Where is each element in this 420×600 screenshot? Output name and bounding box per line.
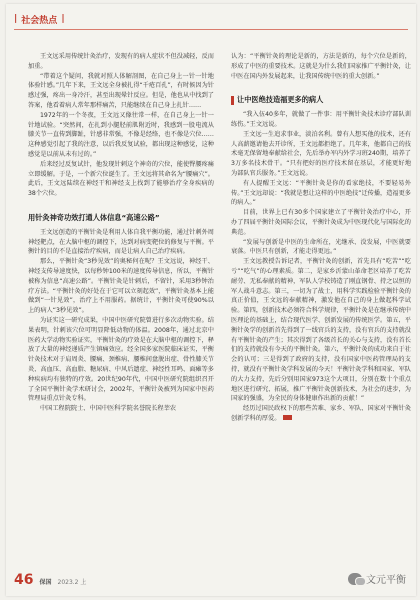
header-rule	[14, 29, 408, 30]
watermark	[348, 571, 406, 586]
page-footer	[14, 572, 86, 588]
issue-label: 2023.2 上	[57, 579, 87, 586]
paragraph: 王文远教授告诉记者，平衡针灸的创新，首先具有“吃苦”“吃亏”“吃气”的心理素质。第二，是家乡沂蒙山革命老区培养了吃苦耐劳、无私奉献的精神，军队人学校铸造了刚直钢骨、持之以恒的军人战斗意志。第三，一切为了战士，用科学实践检验平衡针灸的真正价值，王文远的奉献精神，激发他在自己的身上做起科学试验。第四，创新技术必须符合科学规律，平衡针灸是在继承传统中医理论的基础上，结合现代医学、创新发展的传统医学。第五，平衡针灸学的创新首先得到了一线官兵的支持，没有官兵的支持就没有平衡针灸的产生；其次得到了各级首长的关心与支持，没有首长们的支持就没有今天的平衡针灸。第六，平衡针灸的成功来自于社会的认可；三是得到了政府的支持，没有国家中医药管理局的支持，就没有平衡针灸学科发展的今天！平衡针灸学科和国家、军队的大力支持，先后分别用国家973这个大项目，分别在数十个重点地区进行研究、拓展，推广平衡针灸创新技术，为社会的进步，为国家的强盛，为全民的身体健康作出新的贡献！”	[231, 258, 411, 403]
heading-marker	[231, 96, 234, 105]
closing-text: 经历过国民政权下的那些苦难、家乡、军队、国家对平衡针灸创新学科的厚爱。	[231, 405, 411, 422]
section-header	[14, 12, 65, 26]
right-column	[231, 52, 411, 424]
paragraph: 中国工程院院士、中国中医科学院名誉院长程莘农	[40, 405, 177, 413]
left-column	[28, 52, 214, 414]
magazine-page	[6, 4, 416, 596]
paragraph: 后来经过反复试针，他发现针刺这个神奇的穴位，能使臀腰疼痛立即缓解。于是，一个新穴位诞生了。王文远将其命名为“腰痛穴”。此后，王文远陆续在神经干和神经支上找到了能够治疗全身疾病的38个穴位。	[28, 160, 214, 198]
watermark-text: 文元平衡	[366, 575, 406, 586]
paragraph: 目前，世界上已有30多个国家建立了平衡针灸治疗中心，开办了四届平衡针灸国际会议，平衡针灸成为中医现代化与国际化的典范。	[231, 209, 411, 236]
paragraph-last	[231, 404, 411, 424]
paragraph: 1972年的一个冬夜，王文远又像往常一样，在自己身上一针一针地试验。“突然间，在扎到小腿胫前肌附近时，我感到一股电流从膝关节一直传到脚趾，针感非常强，不像是经络，也不像是穴位……这种感觉引起了我的注意，以后我反复试验，都出现这种感觉，这种感觉是以前从未有过的。”	[28, 111, 214, 158]
end-mark	[283, 415, 292, 420]
header-bar-left: |	[14, 14, 18, 24]
section-heading-text: 让中医绝技造福更多的病人	[237, 95, 324, 105]
section-label: 社会热点	[21, 15, 58, 26]
paragraph: 王文远一生追求事业，淡泊名利。曾有人想买他的技术，还有人高薪邀请他去开诊所，王文远都拒绝了。几年来，他都自己的技术毫无保留地奉献给社会，先后举办军内外学习班240期，培养了3万多名技术骨干。“只有把好的医疗技术留在基层，才能更好地为部队官兵服务。”王文远说。	[231, 130, 411, 177]
section-heading	[231, 95, 411, 105]
section-heading	[28, 213, 214, 223]
paragraph: “发展与创新是中医的生命所在，光继承、没发展，中医就要衰落。中医只有创新，才能走得更远。”	[231, 238, 411, 256]
paragraph: 认为：“平衡针灸的理论是新的，方法是新的，每个穴位是新的，形成了中医的重要技术。这就是为什么我们国家推广平衡针灸，让中医在国内外发展起来，让我国传统中医的重大创新。”	[231, 53, 411, 80]
paragraph: 为证实这一研究成果，中国中医研究院曾进行多次动物实验。结果表明，针刺该穴位可明显降低动物的体温。2008年，通过北京中医药大学动物实验证实，平衡针灸的疗效是在大脑中枢的调控下，释放了大量的神经递质产生镇痛效应。经全国多家医院临床证实，平衡针灸技术对于肩周炎、腰痛、颈椎病、腰椎间盘脱出症、骨性膝关节炎、高血压、高血脂、糖尿病、中风后遗症、神经性耳鸣、面瘫等多种疾病均有独特的疗效。20世纪90年代，中国中医研究院组织召开了全国平衡针灸学术研讨会，2002年，平衡针灸被列为国家中医药管理局重点针灸专科。	[28, 316, 214, 403]
section-heading-text: 用针灸神奇功效打通人体信息“高速公路”	[28, 212, 160, 222]
paragraph: 那么，平衡针灸“3秒见效”的奥秘何在呢？王文远说，神经干、神经支传导速度快，以每秒钟100米的速度传导信息，所以，平衡针被称为信息“高速公路”。平衡针灸是针刺后，不留针，采用3秒钟治疗方法。“平衡针灸的好处在于它可以立刻起效”，平衡针灸基本上能做到“一针见效”，治疗上不用服药。据统计，平衡针灸可使90%以上的病人“3秒见效”。	[28, 258, 214, 315]
paragraph: 王文远创造的平衡针灸是利用人体自我平衡功能，通过针刺外周神经靶点，在大脑中枢的调控下，达到对病变靶位的修复与平衡。平衡针的目的不是直接治疗疾病，而是让病人自己治疗疾病。	[28, 228, 214, 256]
page-number: 46	[14, 572, 34, 588]
paragraph: “我入伍40多年，就做了一件事：用平衡针灸技术诊疗部队训练伤。”王文远说。	[231, 111, 411, 128]
magazine-name: 保国	[39, 579, 52, 586]
paragraph: 有人提醒王文远：“平衡针灸是你的看家绝技，不要轻易外传。”王文远却说：“我就是想让这样的中医绝技”迁传播，造福更多的病人。”	[231, 179, 411, 207]
paragraph: 王文远采用传统针灸治疗，发现有的病人症状不但没减轻，反而加重。	[28, 53, 214, 70]
paragraph: “带着这个疑问，我就对照人体解剖图，在自己身上一针一针地体验针感。”几年下来，王文远全身被扎得“千疮百孔”，有时候因为针感过强，疼出一身冷汗，甚至出现晕针反应。但是，他也从中找到了答案，他看着病人常年那样痛苦，只能继续在自己身上扎针……	[28, 72, 214, 109]
header-bar-right: |	[61, 14, 65, 24]
wechat-icon	[348, 573, 362, 585]
